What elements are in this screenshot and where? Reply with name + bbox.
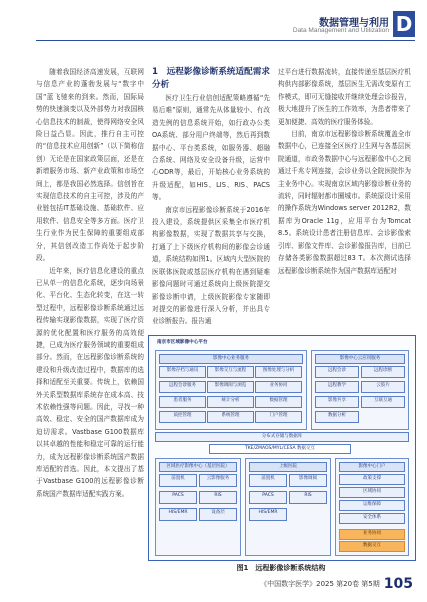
bottom-mid-title: 上级医院 xyxy=(249,462,327,472)
diagram-node: 数据管理 xyxy=(255,396,302,408)
diagram-node: 政策支撑 xyxy=(339,474,405,485)
left-panel-title: 影像中心业务服务 xyxy=(159,354,303,364)
diagram-node: 安全体系 xyxy=(339,513,405,524)
section-heading: 1 远程影像诊断系统适配需求分析 xyxy=(152,67,270,90)
diagram-node: 影像交互与流程 xyxy=(207,366,254,378)
right-panel-title: 影像中心云应用服务 xyxy=(315,354,405,364)
diagram-highlight-node: 数据交互 xyxy=(339,541,405,552)
diagram-node: 系统管理 xyxy=(207,411,254,423)
diagram-node: 影像调阅 xyxy=(289,474,327,487)
middle-exchange-label: TKE/ZMAOS/MYL/CESA 数据交互 xyxy=(209,444,351,454)
journal-citation: 《中国数字医学》2025 第20卷 第5期 xyxy=(260,580,380,588)
page-number: 105 xyxy=(383,576,413,592)
diagram-node: 门户管理 xyxy=(255,411,302,423)
diagram-node: 前置机 xyxy=(249,474,287,487)
page-footer xyxy=(260,576,413,592)
bottom-right-panel xyxy=(335,458,409,556)
diagram-node: 患者服务 xyxy=(159,396,206,408)
diagram-node: 区域协同 xyxy=(339,487,405,498)
database-box: 分布式存储与数据库 xyxy=(155,432,409,442)
diagram-node: HIS/EMR xyxy=(249,508,287,521)
diagram-node: RIS xyxy=(199,491,237,504)
diagram-highlight-node: 业务协同 xyxy=(339,529,405,540)
diagram-node: 设备层 xyxy=(199,508,237,521)
diagram-node: 运维保障 xyxy=(339,500,405,511)
diagram-node: 统计分析 xyxy=(207,396,254,408)
diagram-node: PACS xyxy=(249,491,287,504)
left-service-panel xyxy=(155,350,307,430)
diagram-node: 互联互通 xyxy=(361,396,405,408)
bottom-mid-panel xyxy=(245,458,331,556)
diagram-node: 云影像服务 xyxy=(199,474,237,487)
header-rule xyxy=(36,40,415,41)
header-subtitle: Data Management and Utilization xyxy=(292,27,389,34)
diagram-node: PACS xyxy=(159,491,197,504)
diagram-node: 远程诊断 xyxy=(361,366,405,378)
diagram-node: 质控管理 xyxy=(159,411,206,423)
diagram-node: 业务协同 xyxy=(255,381,302,393)
header-title: 数据管理与利用 xyxy=(319,18,389,29)
diagram-node: 前置机 xyxy=(159,474,197,487)
bottom-left-panel xyxy=(155,458,241,556)
diagram-top-label: 南京市区域影像中心平台 xyxy=(157,340,208,345)
figure-caption: 图1 远程影像诊断系统结构 xyxy=(236,564,326,572)
right-cloud-panel xyxy=(311,350,409,430)
diagram-node: HIS/EMR xyxy=(159,508,197,521)
diagram-node: 图像处理与分析 xyxy=(255,366,302,378)
diagram-node: 影像调阅与浏览 xyxy=(207,381,254,393)
header-badge: D xyxy=(393,11,415,37)
paragraph: 目前，南京市远程影像诊断系统覆盖全市数据中心，已连接全区医疗卫生网与各基层医院通道，市政务数据中心与远程影像中心之间通过千兆专网连接，会诊业务以全院医院作为主业务中心。实现南京区域内影像诊断业务的流转，同时辐射都市圈城市。系统原设计采用的操作系统为Windows server 2012R2，数据库为Oracle 11g，应用平台为Tomcat 8.5。系统设计患者注册信息库、会诊影像索引库、影像文件库、会诊影像报告库，目前已存储各类影像数据超过83 T。本次测试选择远程影像诊断系统作为国产数据库适配对 xyxy=(278,130,411,275)
diagram-node: 云胶片 xyxy=(361,381,405,393)
diagram-node: 远程会诊 xyxy=(315,366,359,378)
diagram-node: 影像共享 xyxy=(315,396,359,408)
column-1 xyxy=(36,66,144,500)
system-diagram xyxy=(148,335,416,561)
paragraph: 医疗卫生行业信创适配策略遵循“先易后难”原则，通常先从体量较小、有改造先例的信息系统开始，如行政办公类OA系统、部分用户终端等，然后再到数据中心、平台类系统，如服务器、超融合系统、网络及安全设备升级，运营中心ODR等，最后，开始核心业务系统的升级适配，如HIS、LIS、RIS、PACS等。 xyxy=(152,94,270,202)
paragraph: 近年来，医疗信息化建设的重点已从单一的信息化系统，逐步向场景化、平台化、生态化转变，在这一转型过程中，远程影像诊断系统通过远程传输实现影像数据，实现了医疗资源的优化配置和医疗服务的高效便捷，已成为医疗服务领域的重要组成部分。然而，在远程影像诊断系统的建设和升级改造过程中，数据库的选择和适配至关重要。传统上，依赖国外关系型数据库系统存在成本高、技术依赖性强等问题。因此，寻找一种高效、稳定、安全的国产数据库成为迫切需求。Vastbase G100数据库以其卓越的性能和稳定可靠的运行能力，成为远程影像诊断系统国产数据库适配的首选。因此，本文提出了基于Vastbase G100的远程影像诊断系统国产数据库适配实践方案。 xyxy=(36,266,144,498)
bottom-left-title: 区域医疗影像中心（基层医院） xyxy=(159,462,237,472)
diagram-node: 数据分析 xyxy=(315,411,359,423)
bottom-right-title: 影像中心门户 xyxy=(339,462,405,472)
diagram-node: RIS xyxy=(289,491,327,504)
paragraph: 过平台进行数据流转，直接传递至基层医疗机构供内部影像系统，基层医生无需改变原有工作模式，即可无缝接收并继续处理会诊报告，极大地提升了医生的工作效率，为患者带来了更加便捷、高效的医疗服务体验。 xyxy=(278,68,411,126)
diagram-node: 远程教学 xyxy=(315,381,359,393)
paragraph: 南京市远程影像诊断系统于2016年投入建设，系统提供区采集全市医疗机构影像数据，实现了数据共享与交换，打通了上下级医疗机构间的影像会诊通道，系统结构如图1。区域内大型医院的医联体医院或基层医疗机构在遇到疑难影像问题时可通过系统向上级医院提交影像诊断申请，上级医院影像专家随即对提交的影像进行深入分析，并出具专业诊断报告。报告通 xyxy=(152,205,270,326)
diagram-node: 远程会诊服务 xyxy=(159,381,206,393)
paragraph: 随着我国经济高速发展，互联网与信息产业的蓬勃发展与“数字中国”蓝飞驰来的到来。然而，国际局势的快速演变以及外部势力对我国核心信息技术的制裁，使得网络安全风险日益凸显。因此，推行自主可控的“信息技术应用创新”（以下简称信创）无论是在国家政策层面，还是在新增服务市场、新产业政策和市场空间上，都是我国必然选择。信创旨在实现信息技术的自主可控，涉及的产业链包括IT基础设施、基础软件、应用软件、信息安全等多方面。医疗卫生行业作为民生保障的重要组成部分，其信创改造工作尚处于起步阶段。 xyxy=(36,68,144,263)
diagram-node: 影像存档与通讯 xyxy=(159,366,206,378)
column-3 xyxy=(278,66,411,277)
column-2 xyxy=(152,66,270,328)
